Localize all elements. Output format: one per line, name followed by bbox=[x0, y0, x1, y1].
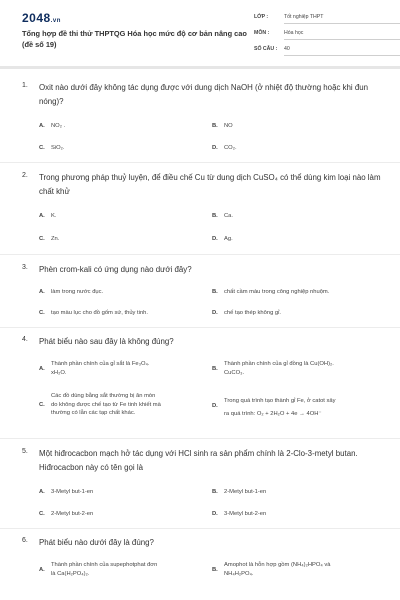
option-text bbox=[224, 360, 334, 377]
option-letter: D. bbox=[212, 511, 218, 517]
option-letter: D. bbox=[212, 402, 218, 409]
option-letter: A. bbox=[39, 213, 45, 219]
meta-label: LỚP : bbox=[254, 14, 269, 20]
option-letter: B. bbox=[212, 289, 218, 295]
option-text: NO₂ . bbox=[51, 123, 66, 129]
option-a[interactable] bbox=[39, 561, 209, 578]
option-line: xH₂O. bbox=[51, 369, 67, 376]
option-letter: C. bbox=[39, 401, 45, 408]
question-text: Phèn crom-kali có ứng dụng nào dưới đây? bbox=[39, 265, 192, 274]
option-b[interactable] bbox=[212, 561, 387, 578]
option-letter: D. bbox=[212, 236, 218, 242]
question-number: 3. bbox=[22, 264, 28, 271]
option-line: do không được chế tạo từ Fe tinh khiết mà bbox=[51, 401, 161, 408]
option-text: 2-Metyl but-1-en bbox=[224, 489, 267, 495]
option-letter: B. bbox=[212, 123, 218, 129]
option-text: NO bbox=[224, 123, 233, 129]
meta-lop bbox=[254, 14, 323, 20]
option-line: CuCO₃. bbox=[224, 369, 245, 376]
option-letter: A. bbox=[39, 489, 45, 495]
option-text: Ag. bbox=[224, 236, 233, 242]
option-text: Ca. bbox=[224, 213, 234, 219]
option-line: Thành phần chính của gỉ sắt là Fe₃O₄. bbox=[51, 361, 150, 367]
option-letter: B. bbox=[212, 365, 218, 372]
option-letter: B. bbox=[212, 566, 218, 573]
option-text: 3-Metyl but-1-en bbox=[51, 489, 94, 495]
option-d[interactable] bbox=[212, 397, 387, 417]
question-text: Phát biểu nào sau đây là không đúng? bbox=[39, 337, 174, 346]
meta-label: MÔN : bbox=[254, 30, 270, 36]
option-line: NH₄H₂PO₄. bbox=[224, 570, 254, 577]
option-letter: D. bbox=[212, 145, 218, 151]
meta-mon bbox=[254, 30, 303, 36]
option-c[interactable] bbox=[39, 392, 209, 418]
option-line: Amophot là hỗn hợp gồm (NH₄)₂HPO₄ và bbox=[224, 562, 331, 568]
option-line: Các đồ dùng bằng sắt thường bị ăn mòn bbox=[51, 393, 156, 399]
option-letter: C. bbox=[39, 145, 45, 151]
question-text: Phát biểu nào dưới đây là đúng? bbox=[39, 538, 154, 547]
option-line: là Ca(H₂PO₄)₂. bbox=[51, 570, 90, 577]
question-text: Oxit nào dưới đây không tác dụng được với dung dịch NaOH (ở nhiệt độ thường hoặc khi đun nóng)? bbox=[39, 83, 369, 106]
option-line: Thành phần chính của gỉ đồng là Cu(OH)₂. bbox=[224, 361, 334, 367]
option-line: ra quá trình: O₂ + 2H₂O + 4e → 4OH⁻ bbox=[224, 410, 322, 417]
option-text: SiO₂. bbox=[51, 145, 65, 151]
question-divider bbox=[0, 438, 400, 439]
question-text: Trong phương pháp thuỷ luyện, để điều chế Cu từ dung dịch CuSO₄ có thể dùng kim loại nào làm chất khử bbox=[39, 173, 381, 196]
option-text: 3-Metyl but-2-en bbox=[224, 511, 267, 517]
option-text bbox=[224, 561, 330, 578]
logo-text: 2048 bbox=[22, 11, 51, 25]
option-letter: B. bbox=[212, 489, 218, 495]
exam-title: Tổng hợp đề thi thử THPTQG Hóa học mức độ cơ bản nâng cao (đề số 19) bbox=[22, 29, 247, 49]
option-letter: A. bbox=[39, 289, 45, 295]
option-text: 2-Metyl but-2-en bbox=[51, 511, 94, 517]
option-letter: A. bbox=[39, 566, 45, 573]
meta-underline bbox=[284, 23, 400, 24]
option-text bbox=[51, 360, 150, 377]
option-line: Thành phần chính của supephotphat đơn bbox=[51, 562, 158, 568]
option-text bbox=[51, 561, 157, 578]
option-letter: C. bbox=[39, 236, 45, 242]
question-text: Một hiđrocacbon mạch hở tác dụng với HCl sinh ra sản phẩm chính là 2-Clo-3-metyl butan. Hiđrocacbon này có tên gọi là bbox=[39, 449, 358, 472]
question-number: 1. bbox=[22, 82, 28, 89]
meta-underline bbox=[284, 39, 400, 40]
question-number: 6. bbox=[22, 537, 28, 544]
option-b[interactable] bbox=[212, 360, 387, 377]
exam-header bbox=[0, 0, 400, 65]
option-text: chế tạo thép không gỉ. bbox=[224, 310, 282, 316]
option-letter: A. bbox=[39, 123, 45, 129]
meta-value: Tốt nghiệp THPT bbox=[284, 14, 324, 20]
header-divider bbox=[0, 66, 400, 69]
option-line: thường có lẫn các tạp chất khác. bbox=[51, 410, 136, 416]
meta-value: 40 bbox=[284, 46, 290, 52]
question-number: 4. bbox=[22, 336, 28, 343]
question-divider bbox=[0, 327, 400, 328]
option-line: Trong quá trình tạo thành gỉ Fe, ở catot xảy bbox=[224, 398, 336, 404]
option-letter: C. bbox=[39, 310, 45, 316]
meta-socau bbox=[254, 46, 290, 52]
option-text: Zn. bbox=[51, 236, 60, 242]
option-text bbox=[51, 392, 161, 418]
option-text: K. bbox=[51, 213, 57, 219]
option-text: làm trong nước đục. bbox=[51, 289, 104, 295]
option-text: tạo màu lục cho đồ gốm sứ, thủy tinh. bbox=[51, 310, 149, 316]
question-divider bbox=[0, 528, 400, 529]
question-divider bbox=[0, 162, 400, 163]
logo-suffix: .vn bbox=[50, 18, 61, 24]
option-letter: D. bbox=[212, 310, 218, 316]
option-letter: C. bbox=[39, 511, 45, 517]
question-number: 2. bbox=[22, 172, 28, 179]
question-divider bbox=[0, 254, 400, 255]
meta-value: Hóa học bbox=[284, 30, 304, 36]
option-text bbox=[224, 397, 336, 418]
option-text: CO₂. bbox=[224, 145, 237, 151]
option-letter: B. bbox=[212, 213, 218, 219]
question-number: 5. bbox=[22, 448, 28, 455]
option-text: chất cầm màu trong công nghiệp nhuộm. bbox=[224, 289, 330, 295]
meta-underline bbox=[284, 55, 400, 56]
meta-label: SỐ CÂU : bbox=[254, 46, 278, 52]
option-a[interactable] bbox=[39, 360, 209, 377]
option-letter: A. bbox=[39, 365, 45, 372]
site-logo[interactable] bbox=[22, 11, 61, 25]
